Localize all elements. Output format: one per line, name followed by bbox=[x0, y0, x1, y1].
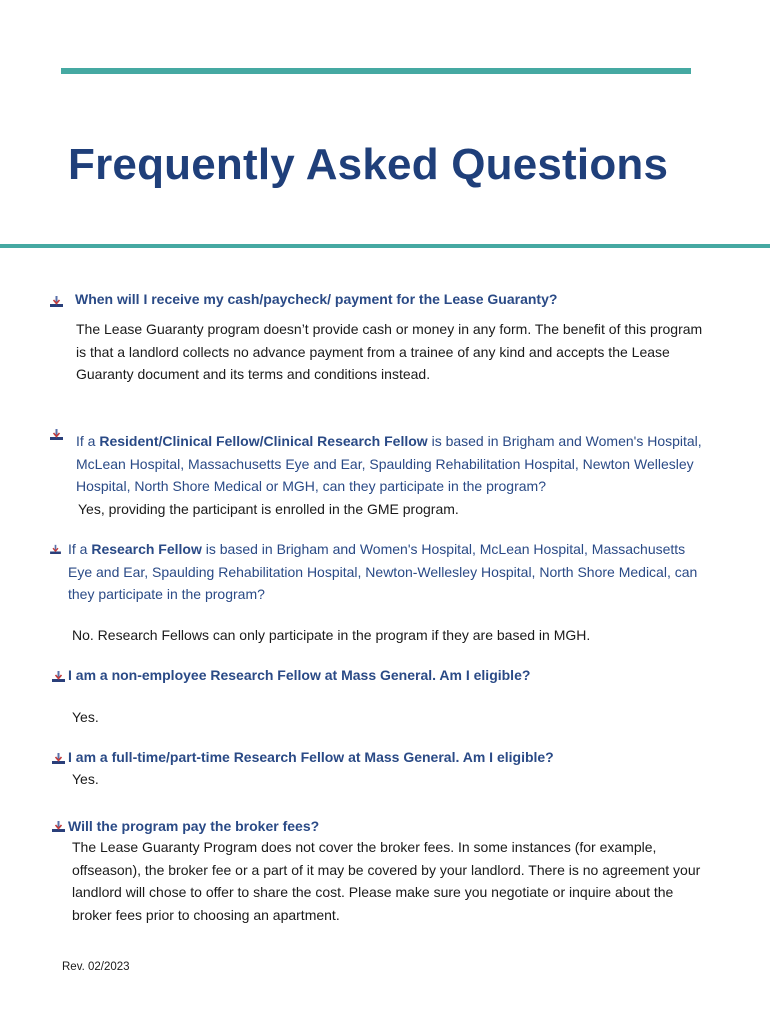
page-title: Frequently Asked Questions bbox=[68, 140, 669, 189]
faq-answer-3: No. Research Fellows can only participate in the program if they are based in MGH. bbox=[72, 627, 591, 643]
faq-answer-1: The Lease Guaranty program doesn’t provide cash or money in any form. The benefit of this program is that a landlord collects no advance payment from a trainee of any kind and accepts the Lease Guaranty document and its terms and conditions instead. bbox=[76, 321, 703, 382]
arrow-bullet-icon bbox=[52, 820, 65, 832]
faq-question-6: Will the program pay the broker fees? bbox=[68, 818, 320, 834]
faq-question-3-bold: Research Fellow bbox=[91, 541, 202, 557]
faq-question-2-bold: Resident/Clinical Fellow/Clinical Research Fellow bbox=[99, 433, 428, 449]
arrow-bullet-icon bbox=[50, 295, 63, 307]
faq-answer-2: Yes, providing the participant is enrolled in the GME program. bbox=[78, 501, 459, 517]
faq-answer-4: Yes. bbox=[72, 709, 99, 725]
faq-question-5: I am a full-time/part-time Research Fellow at Mass General. Am I eligible? bbox=[68, 749, 554, 765]
faq-question-1: When will I receive my cash/paycheck/ payment for the Lease Guaranty? bbox=[75, 291, 558, 307]
faq-question-2: If a Resident/Clinical Fellow/Clinical Research Fellow is based in Brigham and Women's Hospital, McLean Hospital, Massachusetts Eye and Ear, Spaulding Rehabilitation Hospital, Newton Wellesley Hospital, North Shore Medical or MGH, can they participate in the program? bbox=[76, 433, 702, 494]
arrow-bullet-icon bbox=[50, 428, 63, 440]
faq-answer-5: Yes. bbox=[72, 771, 99, 787]
faq-question-4: I am a non-employee Research Fellow at Mass General. Am I eligible? bbox=[68, 667, 531, 683]
revision-footer: Rev. 02/2023 bbox=[62, 961, 130, 973]
arrow-bullet-icon bbox=[52, 670, 65, 682]
arrow-bullet-icon bbox=[50, 544, 61, 554]
arrow-bullet-icon bbox=[52, 752, 65, 764]
faq-answer-6: The Lease Guaranty Program does not cover the broker fees. In some instances (for example, offseason), the broker fee or a part of it may be covered by your landlord. There is no agreement your landlord will chose to offer to share the cost. Please make sure you negotiate or inquire about the broker fees prior to choosing an apartment. bbox=[72, 839, 701, 923]
top-accent-rule bbox=[61, 68, 691, 74]
title-divider-rule bbox=[0, 244, 770, 248]
faq-question-3: If a Research Fellow is based in Brigham and Women's Hospital, McLean Hospital, Massachusetts Eye and Ear, Spaulding Rehabilitation Hospital, Newton-Wellesley Hospital, North Shore Medical, can they participate in the program? bbox=[68, 541, 698, 602]
